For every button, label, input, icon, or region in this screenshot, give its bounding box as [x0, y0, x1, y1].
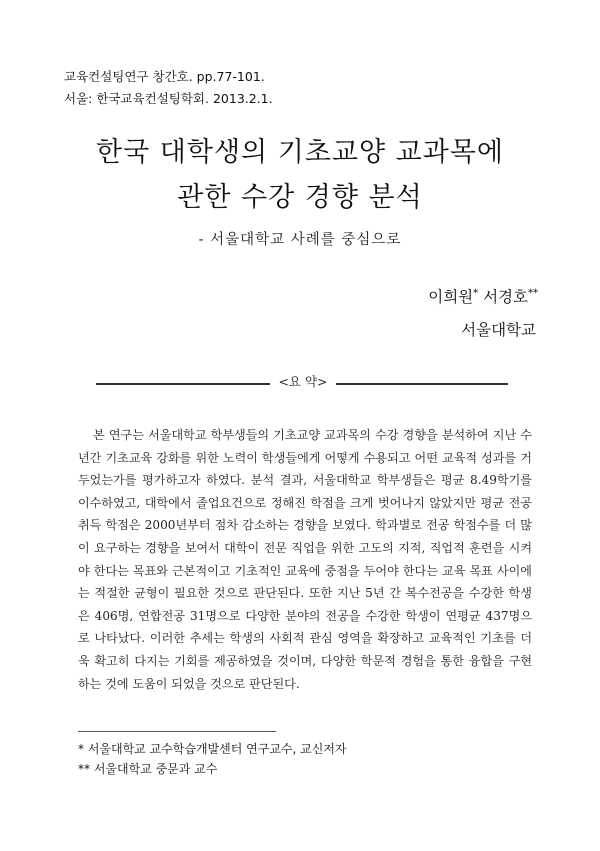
author-1-mark: *	[473, 287, 479, 299]
citation-publisher: 서울: 한국교육컨설팅학회. 2013.2.1.	[64, 91, 273, 106]
paper-title-line1: 한국 대학생의 기초교양 교과목에	[96, 137, 504, 168]
abstract-body: 본 연구는 서울대학교 학부생들의 기초교양 교과목의 수강 경향을 분석하여 지난 수년간 기초교육 강화를 위한 노력이 학생들에게 어떻게 수용되고 어떤 교육적 성과를 거두었는가를 평가하고자 하였다. 분석 결과, 서울대학교 학부생들은 평균 8.49학기를 이수하였고, 대학에서 졸업요건으로 정해진 학점을 크게 벗어나지 않았지만 평균 전공 취득 학점은 2000년부터 점차 감소하는 경향을 보였다. 학과별로 전공 학점수를 더 많이 요구하는 경향을 보여서 대학이 전문 직업을 위한 고도의 지적, 직업적 훈련을 시켜야 한다는 목표와 근본적이고 기초적인 교육에 중점을 두어야 한다는 교육 목표 사이에는 적절한 균형이 필요한 것으로 판단된다. 또한 지난 5년 간 복수전공을 수강한 학생은 406명, 연합전공 31명으로 다양한 분야의 전공을 수강한 학생이 연평균 437명으로 나타났다. 이러한 추세는 학생의 사회적 관심 영역을 확장하고 교육적인 기초를 더욱 확고히 다지는 기회를 제공하였을 것이며, 다양한 학문적 경험을 통한 융합을 구현하는 것에 도움이 되었을 것으로 판단된다.	[78, 428, 532, 691]
paper-title-line2: 관한 수강 경향 분석	[177, 182, 423, 213]
footnote-1: * 서울대학교 교수학습개발센터 연구교수, 교신저자	[78, 742, 347, 756]
footnotes	[78, 739, 347, 779]
author-affiliation: 서울대학교	[461, 321, 536, 339]
author-1-name: 이희원	[428, 288, 474, 306]
citation-block	[64, 66, 273, 110]
footnote-divider	[78, 731, 276, 732]
author-list	[428, 285, 538, 307]
abstract-rule-left	[96, 383, 270, 385]
citation-journal: 교육컨설팅연구 창간호. pp.77-101.	[64, 69, 265, 84]
footnote-2: ** 서울대학교 중문과 교수	[78, 762, 218, 776]
author-2-name: 서경호	[483, 288, 528, 306]
abstract-heading: <요 약>	[278, 374, 328, 389]
author-2-mark: **	[528, 287, 538, 299]
paper-subtitle: - 서울대학교 사례를 중심으로	[198, 232, 402, 248]
abstract-rule-right	[336, 383, 508, 385]
